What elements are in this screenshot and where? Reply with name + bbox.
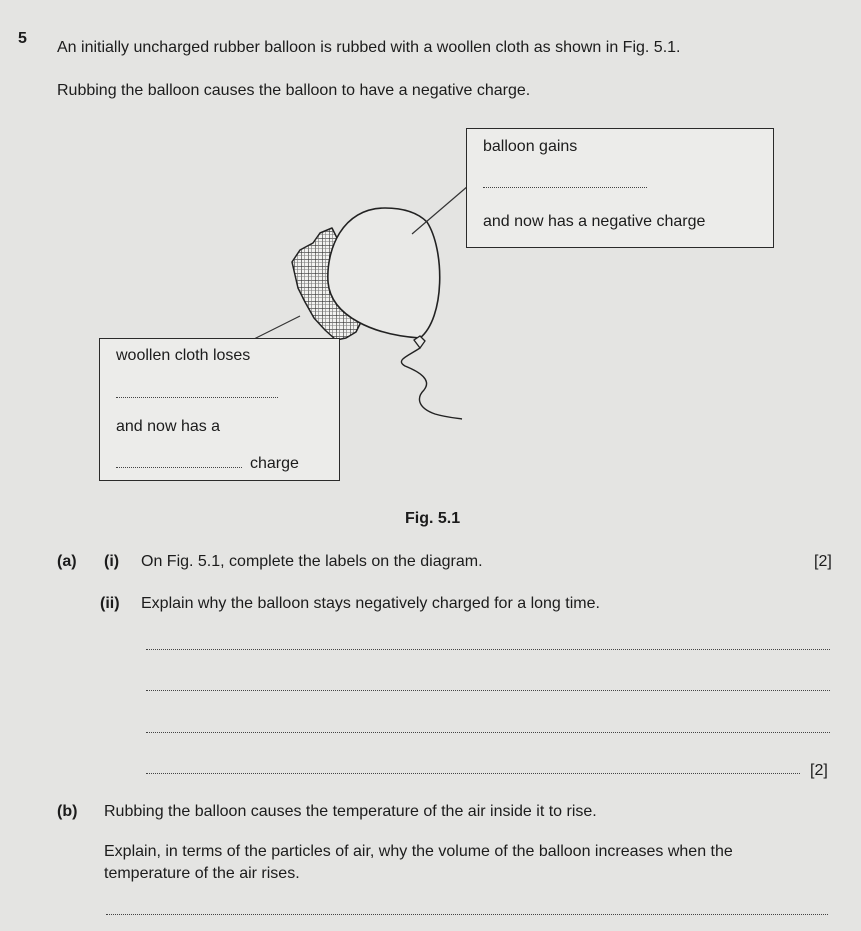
figure-caption: Fig. 5.1 (405, 510, 461, 527)
part-a-ii-answer-line-3[interactable] (146, 732, 830, 733)
balloon-string (401, 348, 462, 419)
part-a-i-marks: [2] (814, 553, 832, 570)
balloon-label-box (466, 128, 774, 248)
cloth-box-line4-suffix: charge (250, 455, 299, 472)
balloon-box-line1: balloon gains (483, 138, 578, 155)
part-a-ii-label: (ii) (100, 595, 120, 612)
part-b-text3: temperature of the air rises. (104, 865, 300, 882)
part-b-label: (b) (57, 803, 78, 820)
part-b-text2: Explain, in terms of the particles of air, why the volume of the balloon increases when the (104, 843, 733, 860)
part-b-answer-line-1[interactable] (106, 914, 828, 915)
cloth-box-line1: woollen cloth loses (116, 347, 251, 364)
part-b-text1: Rubbing the balloon causes the temperature of the air inside it to rise. (104, 803, 597, 820)
part-a-ii-answer-line-1[interactable] (146, 649, 830, 650)
cloth-label-box (99, 338, 340, 481)
part-a-ii-marks: [2] (810, 762, 828, 779)
cloth-loses-answer-line[interactable] (116, 397, 278, 398)
part-a-ii-text: Explain why the balloon stays negatively charged for a long time. (141, 595, 600, 612)
balloon-leader-line (412, 186, 468, 234)
question-intro-line1: An initially uncharged rubber balloon is rubbed with a woollen cloth as shown in Fig. 5.1. (57, 39, 681, 56)
cloth-box-line3: and now has a (116, 418, 221, 435)
question-intro-line2: Rubbing the balloon causes the balloon to have a negative charge. (57, 82, 531, 99)
part-a-ii-answer-line-2[interactable] (146, 690, 830, 691)
part-a-i-label: (i) (104, 553, 120, 570)
question-number: 5 (18, 30, 27, 47)
part-a-ii-answer-line-4[interactable] (146, 773, 800, 774)
balloon-box-line3: and now has a negative charge (483, 213, 706, 230)
cloth-leader-line (252, 316, 300, 340)
part-a-i-text: On Fig. 5.1, complete the labels on the diagram. (141, 553, 483, 570)
balloon-gains-answer-line[interactable] (483, 187, 647, 188)
part-a-label: (a) (57, 553, 77, 570)
cloth-charge-answer-line[interactable] (116, 467, 242, 468)
